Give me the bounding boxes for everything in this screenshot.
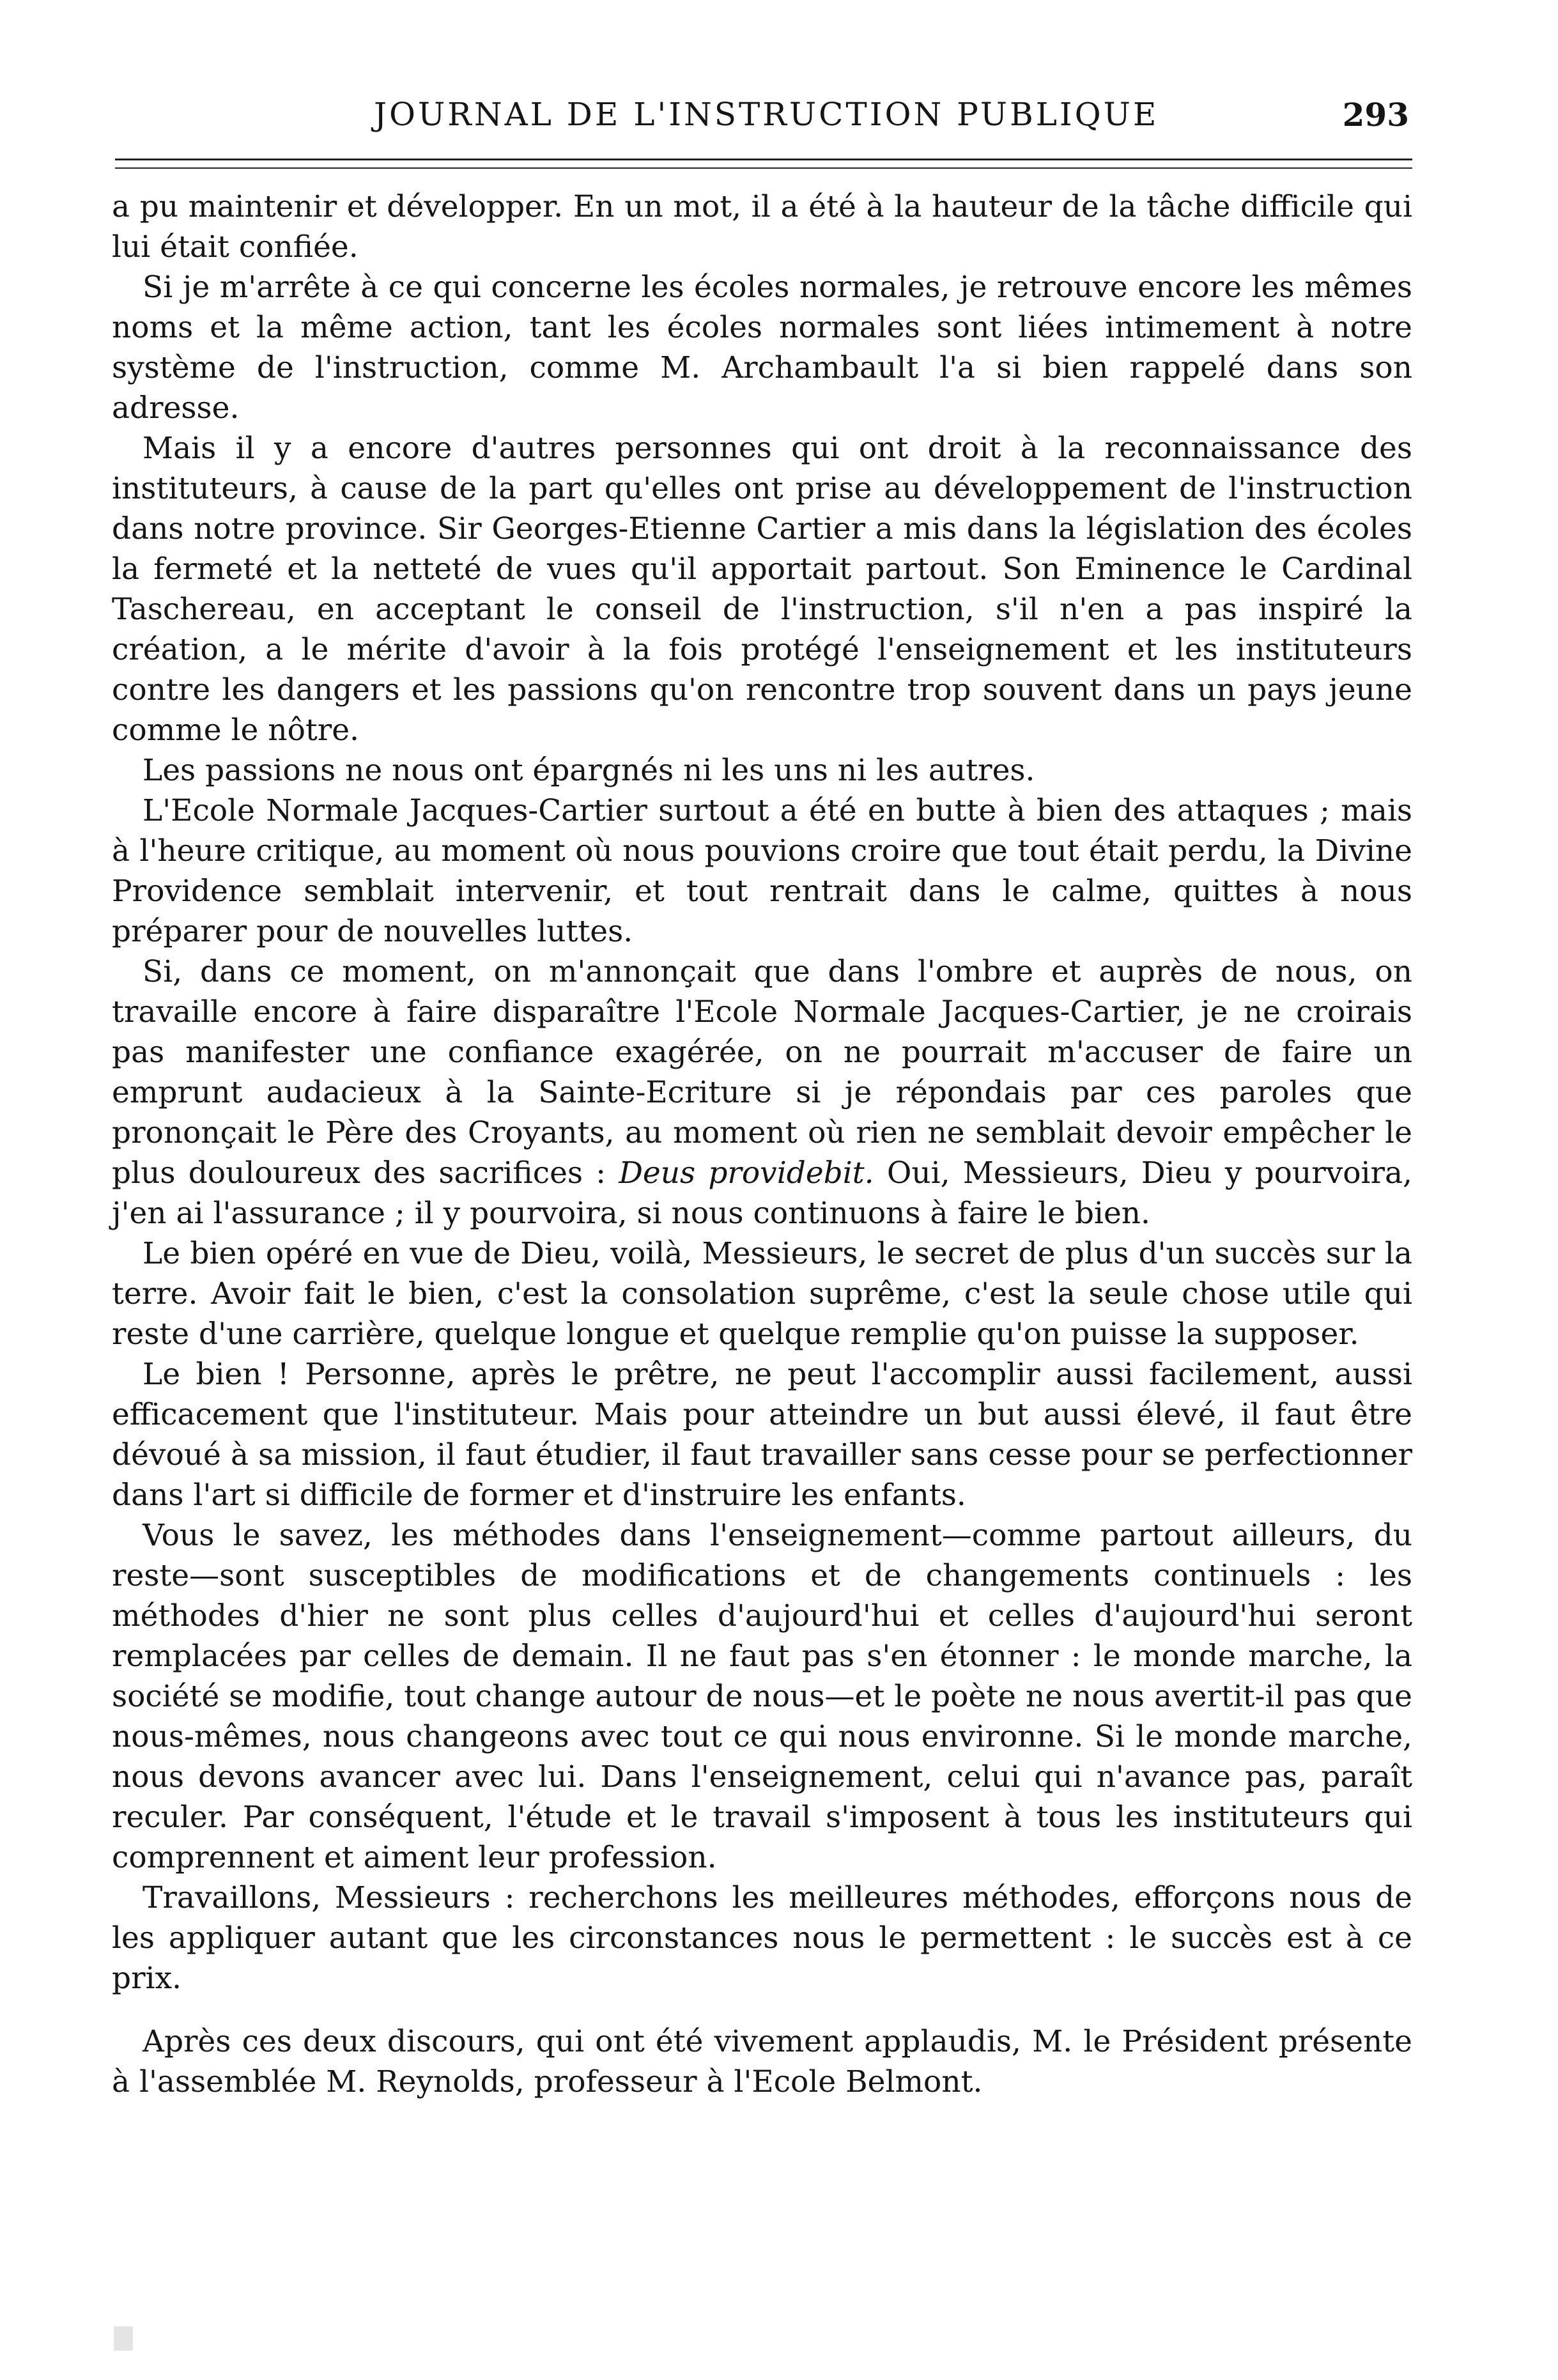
paragraph-instituteur: Le bien ! Personne, après le prêtre, ne peut l'accomplir aussi facilement, aussi efficacement que l'instituteur. Mais pour atteindre un but aussi élevé, il faut être dévoué à sa mission, il faut étudier, il faut travailler sans cesse pour se perfectionner dans l'art si difficile de former et d'instruire les enfants.: [112, 1357, 1412, 1513]
latin-quote: Deus providebit.: [619, 1155, 874, 1191]
article-body: [112, 187, 1412, 2102]
paragraph-methodes: Vous le savez, les méthodes dans l'enseignement—comme partout ailleurs, du reste—sont susceptibles de modifications et de changements continuels : les méthodes d'hier ne sont plus celles d'aujourd'hui et celles d'aujourd'hui seront remplacées par celles de demain. Il ne faut pas s'en étonner : le monde marche, la société se modifie, tout change autour de nous—et le poète ne nous avertit-il pas que nous-mêmes, nous changeons avec tout ce qui nous environne. Si le monde marche, nous devons avancer avec lui. Dans l'enseignement, celui qui n'avance pas, paraît reculer. Par conséquent, l'étude et le travail s'imposent à tous les instituteurs qui comprennent et aiment leur profession.: [112, 1518, 1412, 1875]
page-header: [112, 96, 1409, 147]
paragraph-reconnaissance: Mais il y a encore d'autres personnes qui ont droit à la reconnaissance des instituteurs, à cause de la part qu'elles ont prise au développement de l'instruction dans notre province. Sir Georges-Etienne Cartier a mis dans la législation des écoles la fermeté et la netteté de vues qu'il apportait partout. Son Eminence le Cardinal Taschereau, en acceptant le conseil de l'instruction, s'il n'en a pas inspiré la création, a le mérite d'avoir à la fois protégé l'enseignement et les instituteurs contre les dangers et les passions qu'on rencontre trop souvent dans un pays jeune comme le nôtre.: [112, 431, 1412, 748]
header-rule-thin: [115, 167, 1412, 169]
paragraph-ecole-normale: L'Ecole Normale Jacques-Cartier surtout a été en butte à bien des attaques ; mais à l'heure critique, au moment où nous pouvions croire que tout était perdu, la Divine Providence semblait intervenir, et tout rentrait dans le calme, quittes à nous préparer pour de nouvelles luttes.: [112, 793, 1412, 949]
running-title: JOURNAL DE L'INSTRUCTION PUBLIQUE: [374, 96, 1159, 133]
paragraph-continuation: a pu maintenir et développer. En un mot, il a été à la hauteur de la tâche difficile qui lui était confiée.: [112, 189, 1412, 265]
paragraph-deus-providebit: [112, 952, 1412, 1233]
paragraph-text-before: Si, dans ce moment, on m'annonçait que dans l'ombre et auprès de nous, on travaille encore à faire disparaître l'Ecole Normale Jacques-Cartier, je ne croirais pas manifester une confiance exagérée, on ne pourrait m'accuser de faire un emprunt audacieux à la Sainte-Ecriture si je répondais par ces paroles que prononçait le Père des Croyants, au moment où rien ne semblait devoir empêcher le plus douloureux des sacrifices :: [112, 954, 1412, 1191]
paragraph-travaillons: Travaillons, Messieurs : recherchons les meilleures méthodes, efforçons nous de les appliquer autant que les circonstances nous le permettent : le succès est à ce prix.: [112, 1880, 1412, 1996]
header-rule: [115, 158, 1412, 160]
paragraph-apres-discours: Après ces deux discours, qui ont été vivement applaudis, M. le Président présente à l'assemblée M. Reynolds, professeur à l'Ecole Belmont.: [112, 2024, 1412, 2099]
paragraph-text-after: Oui, Messieurs, Dieu y pourvoira, j'en ai l'assurance ; il y pourvoira, si nous continuons à faire le bien.: [112, 1155, 1412, 1231]
paragraph-ecoles-normales: Si je m'arrête à ce qui concerne les écoles normales, je retrouve encore les mêmes noms et la même action, tant les écoles normales sont liées intimement à notre système de l'instruction, comme M. Archambault l'a si bien rappelé dans son adresse.: [112, 270, 1412, 426]
paragraph-le-bien: Le bien opéré en vue de Dieu, voilà, Messieurs, le secret de plus d'un succès sur la terre. Avoir fait le bien, c'est la consolation suprême, c'est la seule chose utile qui reste d'une carrière, quelque longue et quelque remplie qu'on puisse la supposer.: [112, 1236, 1412, 1352]
paragraph-passions: Les passions ne nous ont épargnés ni les uns ni les autres.: [143, 753, 1035, 788]
ink-smudge: [114, 2326, 133, 2351]
page-number: 293: [1342, 96, 1409, 134]
